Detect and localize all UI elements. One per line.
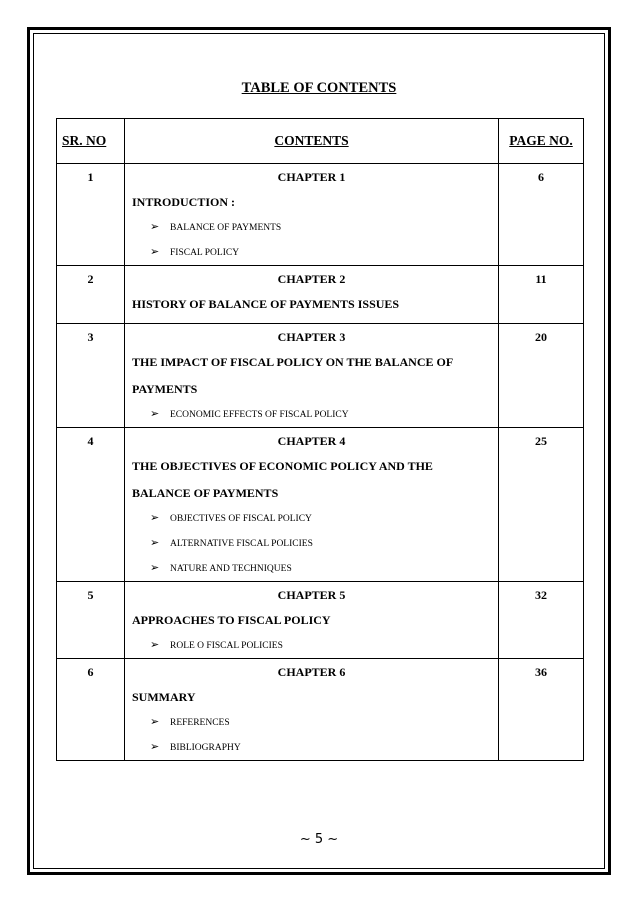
list-item xyxy=(150,240,498,265)
page-no-cell: 20 xyxy=(499,324,584,428)
chapter-label: CHAPTER 6 xyxy=(277,665,346,679)
contents-cell xyxy=(125,582,499,659)
sr-no-cell: 4 xyxy=(57,428,125,582)
chapter-heading: THE IMPACT OF FISCAL POLICY ON THE BALANCE OF xyxy=(132,355,454,369)
list-item xyxy=(150,633,498,658)
header-page-no: PAGE NO. xyxy=(499,119,584,164)
table-row xyxy=(57,266,584,324)
arrow-bullet-icon: ➢ xyxy=(150,741,160,753)
list-item xyxy=(150,531,498,556)
page-title: TABLE OF CONTENTS xyxy=(241,80,397,96)
topic-label: ALTERNATIVE FISCAL POLICIES xyxy=(170,539,313,549)
list-item xyxy=(150,402,498,427)
contents-cell xyxy=(125,324,499,428)
list-item xyxy=(150,735,498,760)
chapter-label: CHAPTER 3 xyxy=(277,330,346,344)
page-number: ~ 5 ~ xyxy=(299,832,339,847)
topic-label: OBJECTIVES OF FISCAL POLICY xyxy=(170,514,312,524)
sr-no-cell: 6 xyxy=(57,659,125,761)
topic-list xyxy=(125,633,498,658)
topic-list xyxy=(125,506,498,581)
chapter-label: CHAPTER 2 xyxy=(277,272,346,286)
chapter-heading: INTRODUCTION : xyxy=(132,195,236,209)
header-contents: CONTENTS xyxy=(125,119,499,164)
table-row xyxy=(57,324,584,428)
table-body xyxy=(57,164,584,761)
chapter-heading: SUMMARY xyxy=(132,690,196,704)
contents-cell xyxy=(125,428,499,582)
topic-label: NATURE AND TECHNIQUES xyxy=(170,564,292,574)
chapter-heading: BALANCE OF PAYMENTS xyxy=(132,486,279,500)
topic-label: FISCAL POLICY xyxy=(170,248,240,258)
chapter-heading: HISTORY OF BALANCE OF PAYMENTS ISSUES xyxy=(132,297,400,311)
sr-no-cell: 1 xyxy=(57,164,125,266)
table-row xyxy=(57,582,584,659)
arrow-bullet-icon: ➢ xyxy=(150,246,160,258)
topic-label: BALANCE OF PAYMENTS xyxy=(170,223,282,233)
table-row xyxy=(57,428,584,582)
sr-no-cell: 2 xyxy=(57,266,125,324)
table-header-row xyxy=(57,119,584,164)
arrow-bullet-icon: ➢ xyxy=(150,562,160,574)
arrow-bullet-icon: ➢ xyxy=(150,537,160,549)
chapter-heading: APPROACHES TO FISCAL POLICY xyxy=(132,613,331,627)
topic-label: BIBLIOGRAPHY xyxy=(170,743,241,753)
chapter-heading: THE OBJECTIVES OF ECONOMIC POLICY AND THE xyxy=(132,459,433,473)
contents-cell xyxy=(125,659,499,761)
list-item xyxy=(150,506,498,531)
page-no-cell: 11 xyxy=(499,266,584,324)
contents-cell xyxy=(125,266,499,324)
list-item xyxy=(150,556,498,581)
list-item xyxy=(150,215,498,240)
list-item xyxy=(150,710,498,735)
chapter-heading: PAYMENTS xyxy=(132,382,198,396)
chapter-label: CHAPTER 1 xyxy=(277,170,346,184)
arrow-bullet-icon: ➢ xyxy=(150,716,160,728)
page-no-cell: 25 xyxy=(499,428,584,582)
arrow-bullet-icon: ➢ xyxy=(150,408,160,420)
table-row xyxy=(57,164,584,266)
arrow-bullet-icon: ➢ xyxy=(150,639,160,651)
topic-list xyxy=(125,402,498,427)
sr-no-cell: 5 xyxy=(57,582,125,659)
arrow-bullet-icon: ➢ xyxy=(150,512,160,524)
topic-label: ECONOMIC EFFECTS OF FISCAL POLICY xyxy=(170,410,349,420)
chapter-label: CHAPTER 5 xyxy=(277,588,346,602)
page-no-cell: 36 xyxy=(499,659,584,761)
contents-cell xyxy=(125,164,499,266)
page-no-cell: 6 xyxy=(499,164,584,266)
table-row xyxy=(57,659,584,761)
spacer xyxy=(125,317,498,323)
contents-table xyxy=(56,118,584,761)
page-no-cell: 32 xyxy=(499,582,584,659)
topic-label: REFERENCES xyxy=(170,718,230,728)
sr-no-cell: 3 xyxy=(57,324,125,428)
header-sr-no: SR. NO xyxy=(57,119,125,164)
topic-list xyxy=(125,710,498,760)
chapter-label: CHAPTER 4 xyxy=(277,434,346,448)
arrow-bullet-icon: ➢ xyxy=(150,221,160,233)
topic-list xyxy=(125,215,498,265)
topic-label: ROLE O FISCAL POLICIES xyxy=(170,641,283,651)
